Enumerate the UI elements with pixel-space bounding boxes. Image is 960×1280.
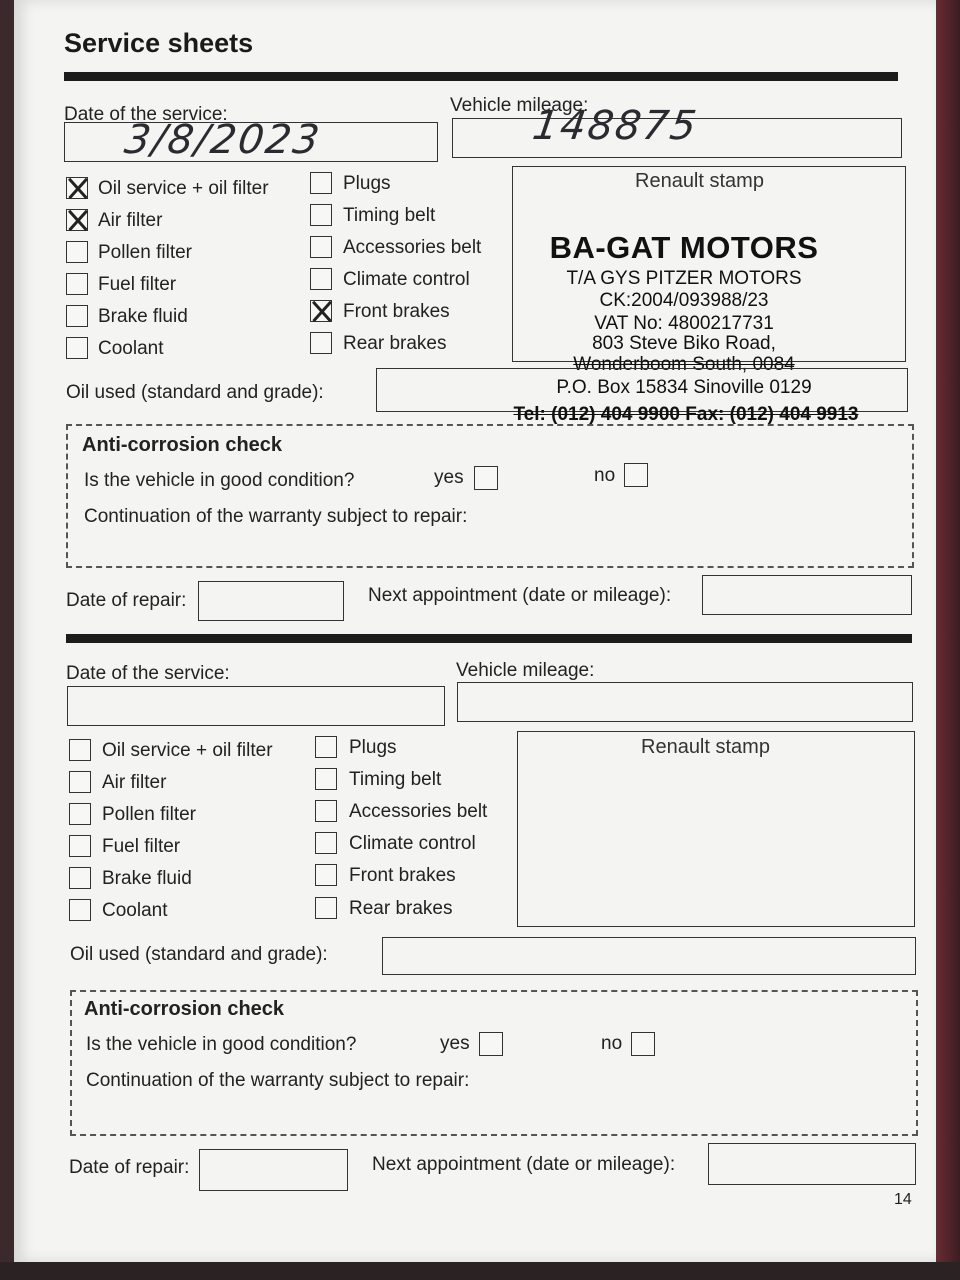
item-coolant-label: Coolant (98, 338, 164, 359)
item-pollen-filter-label: Pollen filter (98, 242, 192, 263)
item-fuel-filter-label: Fuel filter (98, 274, 177, 295)
date-of-service-value: 3/8/2023 (121, 117, 324, 163)
item-fuel-filter-label: Fuel filter (102, 836, 181, 857)
item-rear-brakes-label: Rear brakes (349, 898, 453, 919)
dealer-stamp-name: BA-GAT MOTORS (549, 230, 819, 265)
oil-used-label: Oil used (standard and grade): (70, 944, 328, 965)
vehicle-mileage-label: Vehicle mileage: (456, 660, 595, 681)
item-accessories-belt-label: Accessories belt (343, 237, 482, 258)
dealer-stamp-line: Wonderboom South, 0084 (573, 354, 795, 375)
item-coolant-label: Coolant (102, 900, 168, 921)
checkbox-front-brakes[interactable] (310, 300, 332, 322)
checkbox-coolant[interactable] (66, 337, 88, 359)
checkbox-climate-control[interactable] (315, 832, 337, 854)
oil-used-field[interactable] (382, 937, 916, 975)
continuation-warranty-label: Continuation of the warranty subject to repair: (84, 506, 468, 527)
item-brake-fluid-label: Brake fluid (102, 868, 192, 889)
renault-stamp-label: Renault stamp (635, 170, 764, 192)
checkbox-rear-brakes[interactable] (315, 897, 337, 919)
good-condition-question: Is the vehicle in good condition? (84, 470, 355, 491)
dealer-stamp-line: Tel: (012) 404 9900 Fax: (012) 404 9913 (513, 404, 859, 425)
dealer-stamp-line: P.O. Box 15834 Sinoville 0129 (556, 377, 812, 398)
section-divider (66, 634, 912, 643)
item-plugs-label: Plugs (349, 737, 397, 758)
item-oil-service-label: Oil service + oil filter (102, 740, 273, 761)
checkbox-coolant[interactable] (69, 899, 91, 921)
checkbox-plugs[interactable] (315, 736, 337, 758)
vehicle-mileage-value: 148875 (529, 103, 701, 149)
yes-label: yes (440, 1033, 470, 1054)
checkbox-fuel-filter[interactable] (69, 835, 91, 857)
checkbox-front-brakes[interactable] (315, 864, 337, 886)
item-rear-brakes-label: Rear brakes (343, 333, 447, 354)
checkbox-brake-fluid[interactable] (66, 305, 88, 327)
page-title: Service sheets (64, 28, 254, 58)
checkbox-no[interactable] (631, 1032, 655, 1056)
checkbox-oil-service[interactable] (69, 739, 91, 761)
checkbox-oil-service[interactable] (66, 177, 88, 199)
date-of-service-label: Date of the service: (64, 104, 228, 125)
checkbox-plugs[interactable] (310, 172, 332, 194)
item-brake-fluid-label: Brake fluid (98, 306, 188, 327)
checkbox-accessories-belt[interactable] (315, 800, 337, 822)
dealer-stamp-line: T/A GYS PITZER MOTORS (566, 268, 802, 289)
date-of-service-field[interactable] (64, 117, 438, 163)
checkbox-yes[interactable] (474, 466, 498, 490)
item-plugs-label: Plugs (343, 173, 391, 194)
next-appointment-field[interactable] (708, 1143, 916, 1185)
item-accessories-belt-label: Accessories belt (349, 801, 488, 822)
anti-corrosion-heading: Anti-corrosion check (82, 434, 283, 456)
checkbox-air-filter[interactable] (69, 771, 91, 793)
vehicle-mileage-field[interactable] (457, 682, 913, 722)
checkbox-fuel-filter[interactable] (66, 273, 88, 295)
checkbox-accessories-belt[interactable] (310, 236, 332, 258)
page-number: 14 (894, 1191, 912, 1208)
checkbox-timing-belt[interactable] (315, 768, 337, 790)
oil-used-label: Oil used (standard and grade): (66, 382, 324, 403)
anti-corrosion-heading: Anti-corrosion check (84, 998, 285, 1020)
checkbox-rear-brakes[interactable] (310, 332, 332, 354)
next-appointment-label: Next appointment (date or mileage): (372, 1154, 676, 1175)
item-climate-control-label: Climate control (343, 269, 470, 290)
item-timing-belt-label: Timing belt (343, 205, 436, 226)
checkbox-yes[interactable] (479, 1032, 503, 1056)
item-air-filter-label: Air filter (98, 210, 163, 231)
dealer-stamp-line: CK:2004/093988/23 (599, 290, 769, 311)
no-label: no (594, 465, 616, 486)
date-of-repair-field[interactable] (198, 581, 344, 621)
renault-stamp-box (517, 731, 915, 927)
checkbox-timing-belt[interactable] (310, 204, 332, 226)
item-climate-control-label: Climate control (349, 833, 476, 854)
item-front-brakes-label: Front brakes (343, 301, 450, 322)
binder-edge (936, 0, 960, 1280)
checkbox-air-filter[interactable] (66, 209, 88, 231)
item-timing-belt-label: Timing belt (349, 769, 442, 790)
checkbox-brake-fluid[interactable] (69, 867, 91, 889)
dealer-stamp-line: VAT No: 4800217731 (594, 313, 774, 334)
vehicle-mileage-label: Vehicle mileage: (450, 95, 589, 116)
no-label: no (601, 1033, 623, 1054)
yes-label: yes (434, 467, 464, 488)
checkbox-pollen-filter[interactable] (69, 803, 91, 825)
continuation-warranty-label: Continuation of the warranty subject to repair: (86, 1070, 470, 1091)
checkbox-pollen-filter[interactable] (66, 241, 88, 263)
next-appointment-field[interactable] (702, 575, 912, 615)
date-of-repair-label: Date of repair: (66, 590, 187, 611)
dealer-stamp-line: 803 Steve Biko Road, (592, 333, 776, 354)
checkbox-no[interactable] (624, 463, 648, 487)
checkbox-climate-control[interactable] (310, 268, 332, 290)
date-of-repair-field[interactable] (199, 1149, 348, 1191)
section-divider (64, 72, 898, 81)
good-condition-question: Is the vehicle in good condition? (86, 1034, 357, 1055)
renault-stamp-label: Renault stamp (641, 736, 770, 758)
date-of-service-field[interactable] (67, 686, 445, 726)
next-appointment-label: Next appointment (date or mileage): (368, 585, 672, 606)
item-front-brakes-label: Front brakes (349, 865, 456, 886)
table-surface (0, 1262, 960, 1280)
item-pollen-filter-label: Pollen filter (102, 804, 196, 825)
item-oil-service-label: Oil service + oil filter (98, 178, 269, 199)
date-of-repair-label: Date of repair: (69, 1157, 190, 1178)
item-air-filter-label: Air filter (102, 772, 167, 793)
date-of-service-label: Date of the service: (66, 663, 230, 684)
service-sheet-page (14, 0, 936, 1262)
